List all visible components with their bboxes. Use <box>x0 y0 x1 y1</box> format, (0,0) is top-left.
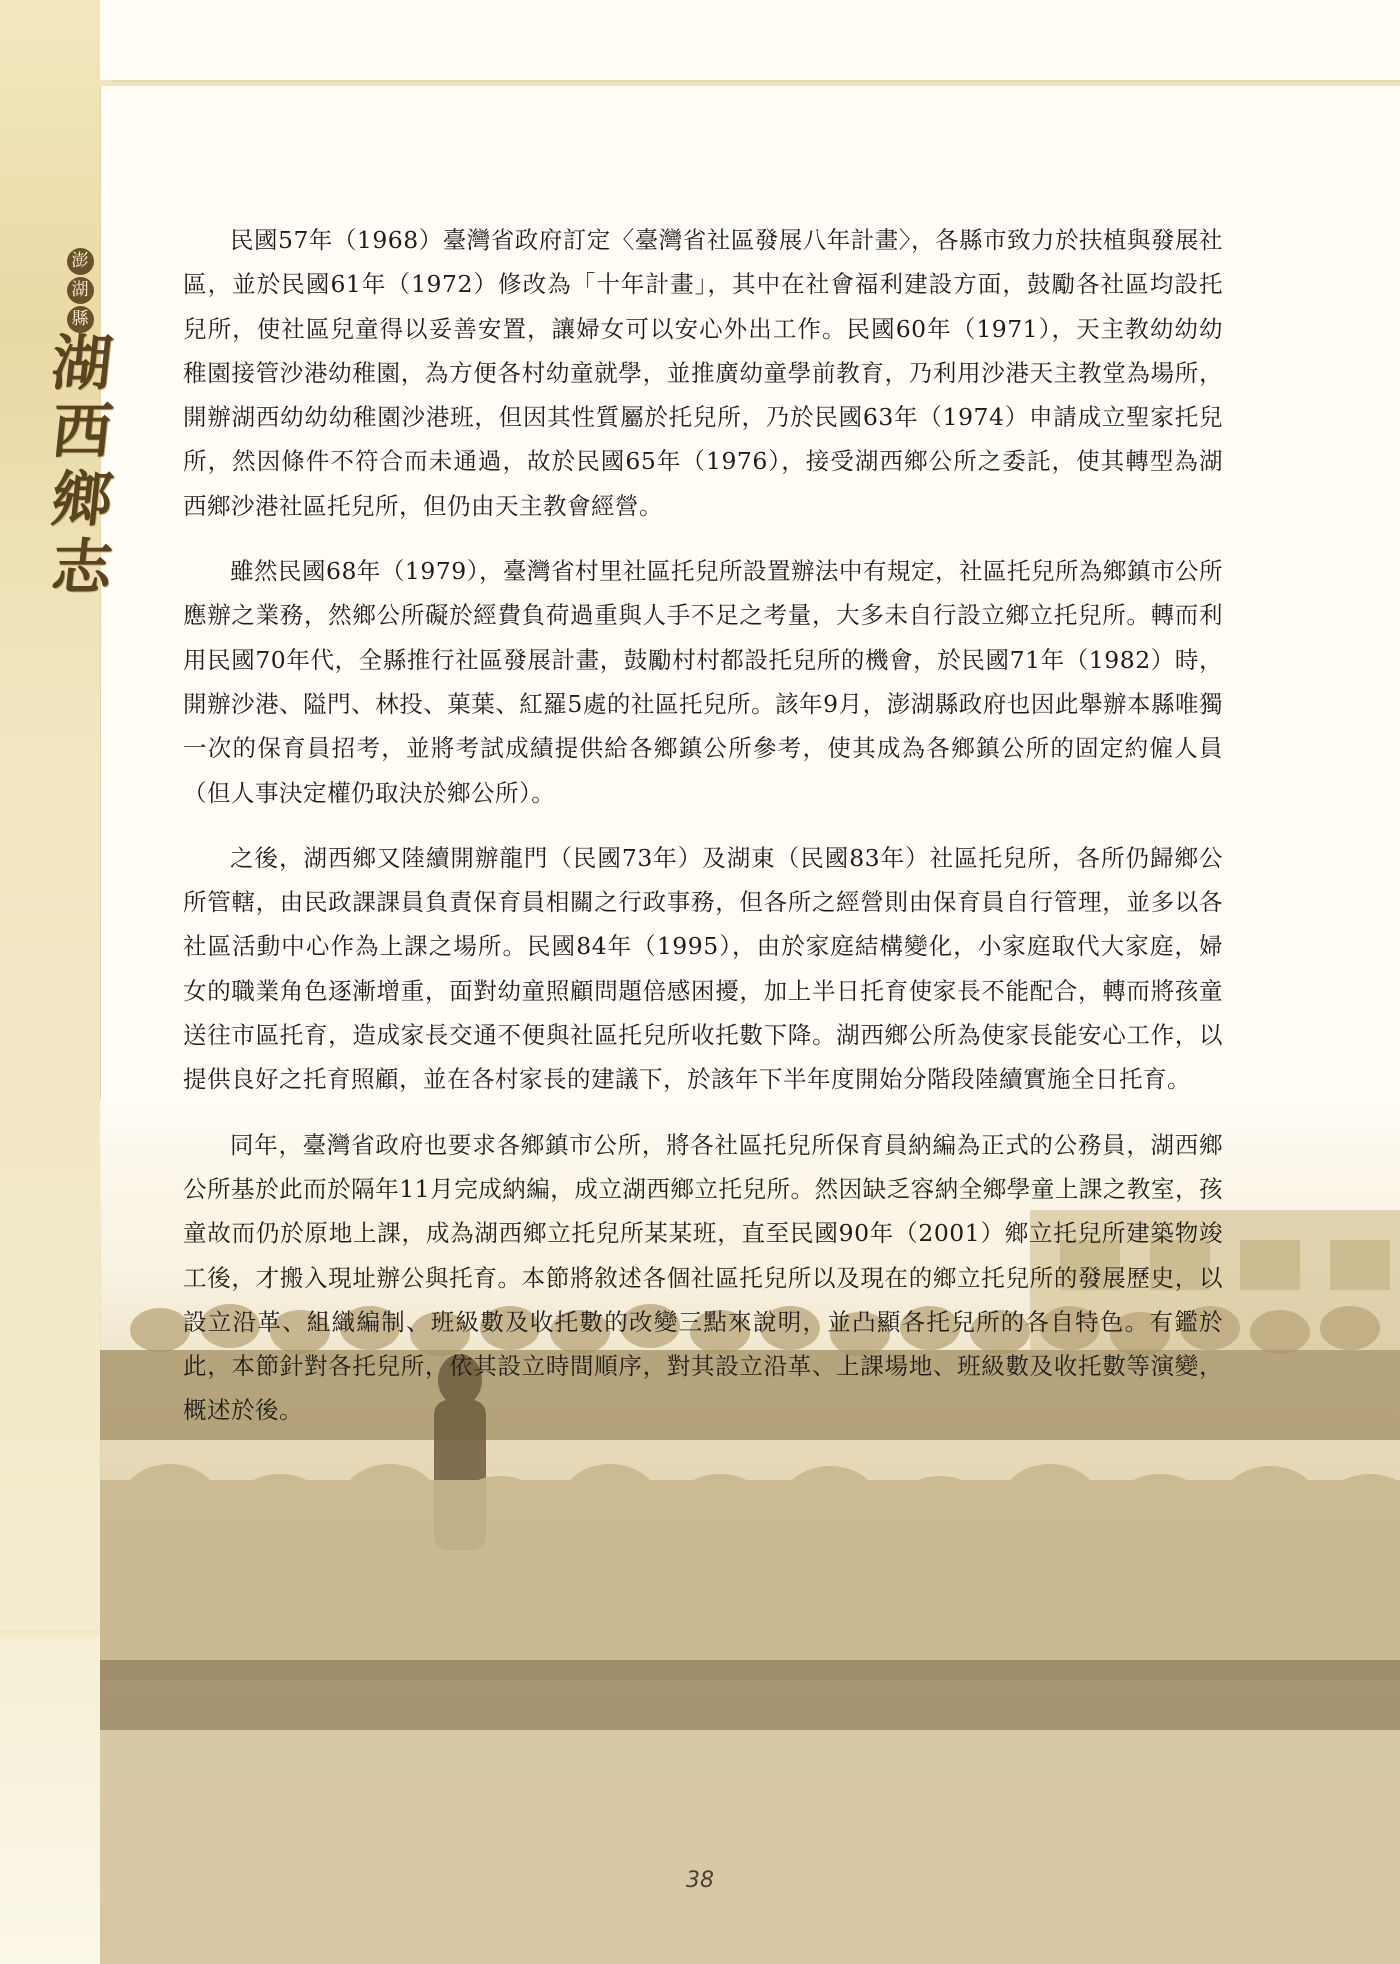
paragraph: 雖然民國68年（1979），臺灣省村里社區托兒所設置辦法中有規定，社區托兒所為鄉鎮市公所應辦之業務，然鄉公所礙於經費負荷過重與人手不足之考量，大多未自行設立鄉立托兒所。轉而利用民國70年代，全縣推行社區發展計畫，鼓勵村村都設托兒所的機會，於民國71年（1982）時，開辦沙港、隘門、林投、菓葉、紅羅5處的社區托兒所。該年9月，澎湖縣政府也因此舉辦本縣唯獨一次的保育員招考，並將考試成績提供給各鄉鎮公所參考，使其成為各鄉鎮公所的固定約僱人員（但人事決定權仍取決於鄉公所）。 <box>183 557 1223 807</box>
series-title <box>60 248 100 333</box>
paragraph: 之後，湖西鄉又陸續開辦龍門（民國73年）及湖東（民國83年）社區托兒所，各所仍歸鄉公所管轄，由民政課課員負責保育員相關之行政事務，但各所之經營則由保育員自行管理，並多以各社區活動中心作為上課之場所。民國84年（1995），由於家庭結構變化，小家庭取代大家庭，婦女的職業角色逐漸增重，面對幼童照顧問題倍感困擾，加上半日托育使家長不能配合，轉而將孩童送往市區托育，造成家長交通不便與社區托兒所收托數下降。湖西鄉公所為使家長能安心工作，以提供良好之托育照顧，並在各村家長的建議下，於該年下半年度開始分階段陸續實施全日托育。 <box>183 843 1223 1094</box>
side-band-shade <box>0 0 100 1630</box>
crowd-row-front <box>100 1464 1400 1680</box>
title-char: 志 <box>48 533 116 603</box>
photo-ground <box>100 1730 1400 1964</box>
book-title <box>44 330 120 602</box>
body-text <box>183 218 1223 1454</box>
header-rule <box>112 80 1400 82</box>
photo-window <box>1240 1240 1300 1290</box>
photo-window <box>1330 1240 1390 1290</box>
crowd-legs <box>100 1660 1400 1730</box>
paragraph: 同年，臺灣省政府也要求各鄉鎮市公所，將各社區托兒所保育員納編為正式的公務員，湖西鄉公所基於此而於隔年11月完成納編，成立湖西鄉立托兒所。然因缺乏容納全鄉學童上課之教室，孩童故而仍於原地上課，成為湖西鄉立托兒所某某班，直至民國90年（2001）鄉立托兒所建築物竣工後，才搬入現址辦公與托育。本節將敘述各個社區托兒所以及現在的鄉立托兒所的發展歷史，以設立沿革、組織編制、班級數及收托數的改變三點來說明，並凸顯各托兒所的各自特色。有鑑於此，本節針對各托兒所，依其設立時間順序，對其設立沿革、上課場地、班級數及收托數等演變，概述於後。 <box>183 1130 1223 1425</box>
page-number: 38 <box>686 1868 714 1893</box>
title-char: 湖 <box>48 329 116 399</box>
series-char: 縣 <box>67 306 94 333</box>
title-char: 鄉 <box>48 465 116 535</box>
series-char: 湖 <box>67 277 94 304</box>
title-char: 西 <box>48 397 116 467</box>
series-char: 澎 <box>67 248 94 275</box>
paragraph: 民國57年（1968）臺灣省政府訂定〈臺灣省社區發展八年計畫〉，各縣市致力於扶植與發展社區，並於民國61年（1972）修改為「十年計畫」，其中在社會福利建設方面，鼓勵各社區均設托兒所，使社區兒童得以妥善安置，讓婦女可以安心外出工作。民國60年（1971），天主教幼幼幼稚園接管沙港幼稚園，為方便各村幼童就學，並推廣幼童學前教育，乃利用沙港天主教堂為場所，開辦湖西幼幼幼稚園沙港班，但因其性質屬於托兒所，乃於民國63年（1974）申請成立聖家托兒所，然因條件不符合而未通過，故於民國65年（1976），接受湖西鄉公所之委託，使其轉型為湖西鄉沙港社區托兒所，但仍由天主教會經營。 <box>183 226 1223 520</box>
header-band <box>100 0 1400 86</box>
